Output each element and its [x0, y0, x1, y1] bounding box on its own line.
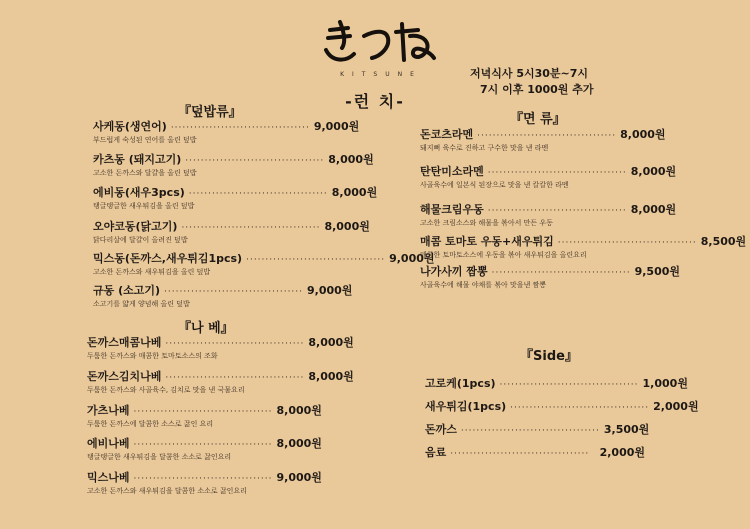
- item-name: 새우튀김(1pcs): [425, 400, 507, 413]
- menu-item: 돈까스 ···································· 3,500원: [425, 423, 650, 436]
- item-description: 고소한 돈까스와 달걀을 올린 덮밥: [93, 169, 197, 177]
- menu-item: 매콤 토마토 우동+새우튀김 ···································· 8,500원 매콤한 토마토소스에 우동을 볶아 새우튀김을 올린요리: [420, 235, 747, 259]
- item-price: 8,000원: [630, 165, 677, 178]
- item-name: 믹스나베: [87, 471, 130, 484]
- section-title-side: 『Side』: [520, 349, 578, 364]
- item-name: 탄탄미소라멘: [420, 165, 484, 178]
- menu-item: 오야코동(닭고기) ···································· 8,000원 닭다리살에 달걀이 올려진 덮밥: [93, 220, 370, 244]
- item-description: 두툼한 돈까스와 사골육수, 김치로 맛을 낸 국물요리: [87, 386, 245, 394]
- menu-item: 카츠동 (돼지고기) ···································· 8,000원 고소한 돈까스와 달걀을 올린 덮밥: [93, 153, 374, 177]
- menu-item: 사케동(생연어) ···································· 9,000원 부드럽게 숙성된 연어를 올린 덮밥: [93, 120, 360, 144]
- item-price: 1,000원: [642, 377, 688, 390]
- item-description: 사골육수에 해물 야채를 볶아 맛을낸 짬뽕: [420, 281, 547, 289]
- item-name: 돈까스: [425, 423, 457, 436]
- item-price: 8,000원: [630, 203, 677, 216]
- menu-item: 믹스동(돈까스,새우튀김1pcs) ···································· 9,000원 고소한 돈까스와 새우튀김을 올린 덮밥: [93, 252, 435, 276]
- dinner-hours-line: 저녁식사 5시30분~7시: [470, 67, 589, 80]
- item-description: 돼지뼈 육수로 진하고 구수한 맛을 낸 라멘: [420, 144, 549, 152]
- item-price: 8,000원: [276, 404, 322, 417]
- section-title-donburi: 『덮밥류』: [178, 105, 242, 120]
- section-title-noodles: 『면 류』: [510, 112, 566, 127]
- menu-item: 음료 ···································· 2,000원: [425, 446, 645, 459]
- section-title-nabe: 『나 베』: [178, 321, 234, 336]
- item-price: 8,500원: [700, 235, 747, 248]
- item-description: 두툼한 돈까스와 매콤한 토마토소스의 조화: [87, 352, 218, 360]
- item-name: 사케동(생연어): [93, 120, 167, 133]
- item-name: 음료: [425, 446, 447, 459]
- item-description: 부드럽게 숙성된 연어를 올린 덮밥: [93, 136, 197, 144]
- item-description: 고소한 크림소스와 해물을 볶아서 만든 우동: [420, 219, 553, 227]
- item-price: 9,000원: [389, 252, 435, 265]
- item-price: 3,500원: [603, 423, 650, 436]
- menu-item: 돈까스김치나베 ···································· 8,000원 두툼한 돈까스와 사골육수, 김치로 맛을 낸 국물요리: [87, 370, 354, 394]
- item-price: 8,000원: [328, 153, 374, 166]
- item-name: 오야코동(닭고기): [93, 220, 178, 233]
- dinner-hours: [470, 66, 594, 98]
- item-price: 2,000원: [653, 400, 699, 413]
- menu-item: 돈코츠라멘 ···································· 8,000원 돼지뼈 육수로 진하고 구수한 맛을 낸 라멘: [420, 128, 666, 152]
- item-description: 사골육수에 일본식 된장으로 맛을 낸 칼칼한 라멘: [420, 181, 569, 189]
- item-name: 나가사끼 짬뽕: [420, 265, 488, 278]
- menu-item: 탄탄미소라멘 ···································· 8,000원 사골육수에 일본식 된장으로 맛을 낸 칼칼한 라멘: [420, 165, 677, 189]
- item-name: 에비나베: [87, 437, 130, 450]
- menu-item: 에비나베 ···································· 8,000원 탱글탱글한 새우튀김을 달콤한 소소로 끓인요리: [87, 437, 322, 461]
- item-price: 8,000원: [620, 128, 666, 141]
- item-price: 9,500원: [634, 265, 681, 278]
- item-description: 소고기를 얇게 양념해 올린 덮밥: [93, 300, 190, 308]
- brand-subtitle: KITSUNE: [340, 71, 422, 78]
- item-price: 8,000원: [308, 370, 354, 383]
- item-name: 매콤 토마토 우동+새우튀김: [420, 235, 554, 248]
- item-description: 탱글탱글한 새우튀김을 올린 덮밥: [93, 202, 195, 210]
- menu-item: 믹스나베 ···································· 9,000원 고소한 돈까스와 새우튀김을 달콤한 소소로 끓인요리: [87, 471, 322, 495]
- item-description: 닭다리살에 달걀이 올려진 덮밥: [93, 236, 188, 244]
- item-name: 돈까스김치나베: [87, 370, 162, 383]
- item-price: 8,000원: [276, 437, 322, 450]
- item-name: 해물크림우동: [420, 203, 484, 216]
- item-price: 8,000원: [308, 336, 354, 349]
- menu-item: 나가사끼 짬뽕 ···································· 9,500원 사골육수에 해물 야채를 볶아 맛을낸 짬뽕: [420, 265, 681, 289]
- item-price: 8,000원: [324, 220, 370, 233]
- kitsune-logo: [320, 16, 440, 66]
- item-name: 믹스동(돈까스,새우튀김1pcs): [93, 252, 243, 265]
- item-name: 가츠나베: [87, 404, 130, 417]
- menu-item: 돈까스매콤나베 ···································· 8,000원 두툼한 돈까스와 매콤한 토마토소스의 조화: [87, 336, 354, 360]
- item-description: 고소한 돈까스와 새우튀김을 올린 덮밥: [93, 268, 211, 276]
- menu-item: 에비동(새우3pcs) ···································· 8,000원 탱글탱글한 새우튀김을 올린 덮밥: [93, 186, 378, 210]
- menu-item: 가츠나베 ···································· 8,000원 두툼한 돈까스에 달콤한 소스로 끓인 요리: [87, 404, 322, 428]
- menu-item: 새우튀김(1pcs) ···································· 2,000원: [425, 400, 699, 413]
- item-description: 탱글탱글한 새우튀김을 달콤한 소소로 끓인요리: [87, 453, 232, 461]
- item-description: 고소한 돈까스와 새우튀김을 달콤한 소소로 끓인요리: [87, 487, 247, 495]
- item-description: 두툼한 돈까스에 달콤한 소스로 끓인 요리: [87, 420, 214, 428]
- item-price: 9,000원: [307, 284, 353, 297]
- menu-item: 고로케(1pcs) ···································· 1,000원: [425, 377, 688, 390]
- item-name: 규동 (소고기): [93, 284, 161, 297]
- item-name: 돈까스매콤나베: [87, 336, 162, 349]
- dinner-surcharge-line: 7시 이후 1000원 추가: [480, 83, 594, 96]
- item-description: 매콤한 토마토소스에 우동을 볶아 새우튀김을 올린요리: [420, 251, 587, 259]
- menu-item: 규동 (소고기) ···································· 9,000원 소고기를 얇게 양념해 올린 덮밥: [93, 284, 353, 308]
- item-price: 2,000원: [599, 446, 645, 459]
- lunch-label: -런 치-: [345, 92, 405, 111]
- item-name: 카츠동 (돼지고기): [93, 153, 182, 166]
- item-name: 고로케(1pcs): [425, 377, 496, 390]
- menu-item: 해물크림우동 ···································· 8,000원 고소한 크림소스와 해물을 볶아서 만든 우동: [420, 203, 677, 227]
- item-price: 9,000원: [313, 120, 360, 133]
- item-name: 에비동(새우3pcs): [93, 186, 185, 199]
- item-price: 8,000원: [331, 186, 378, 199]
- item-name: 돈코츠라멘: [420, 128, 474, 141]
- item-price: 9,000원: [276, 471, 322, 484]
